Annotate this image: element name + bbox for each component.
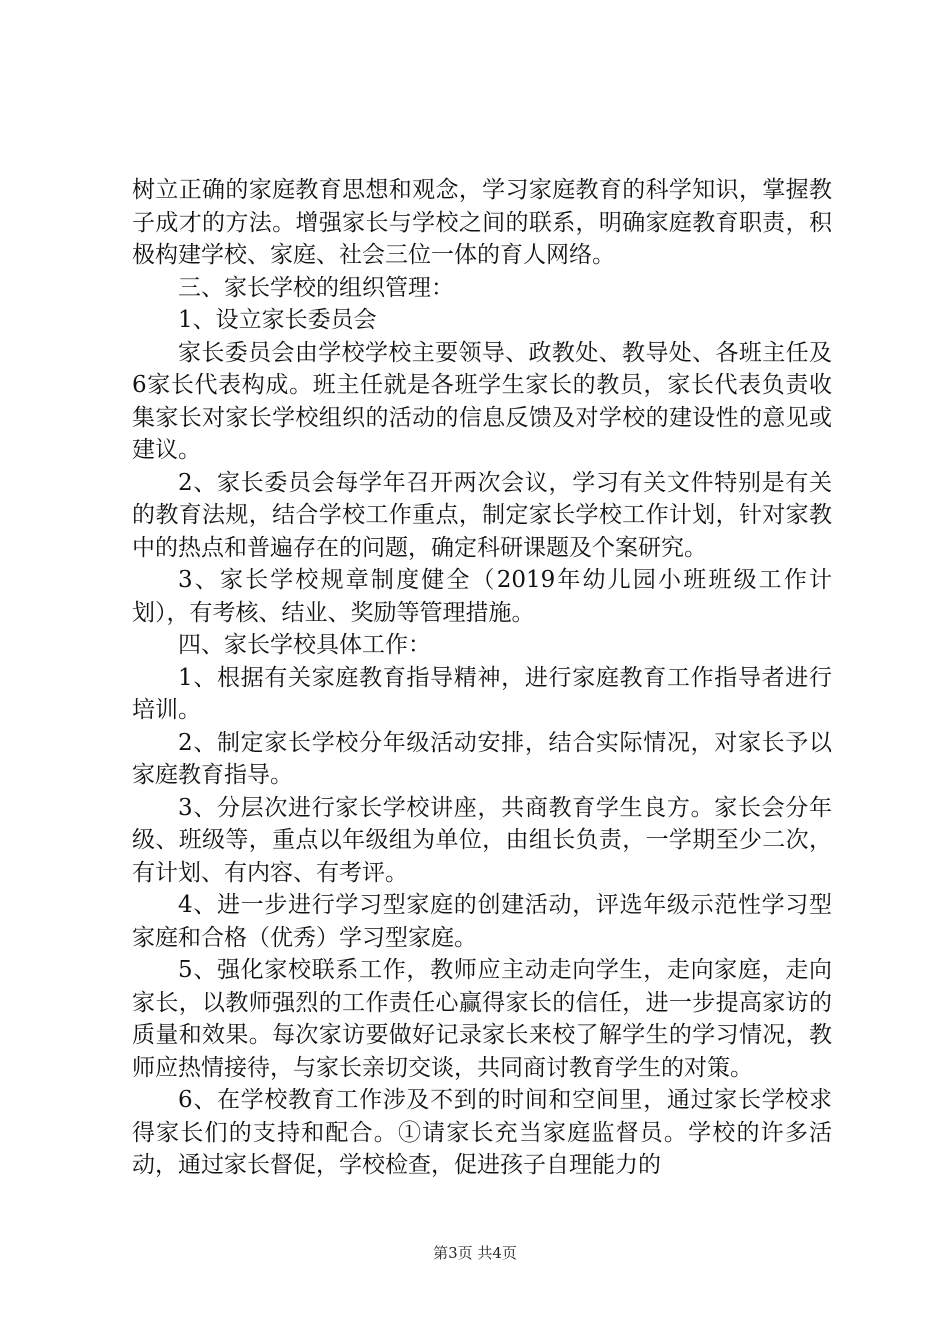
paragraph-meetings: 2、家长委员会每学年召开两次会议，学习有关文件特别是有关的教育法规，结合学校工作重点，制定家长学校工作计划，针对家教中的热点和普遍存在的问题，确定科研课题及个案研究。 [132,469,832,561]
section-heading-organization: 三、家长学校的组织管理： [178,274,454,301]
item-heading-committee: 1、设立家长委员会 [178,307,377,333]
section-heading-work: 四、家长学校具体工作： [178,632,431,658]
paragraph-work-5: 5、强化家校联系工作，教师应主动走向学生，走向家庭，走向家长，以教师强烈的工作责任心赢得家长的信任，进一步提高家访的质量和效果。每次家访要做好记录家长来校了解学生的学习情况，教师应热情接待，与家长亲切交谈，共同商讨教育学生的对策。 [132,957,832,1081]
paragraph-work-1: 1、根据有关家庭教育指导精神，进行家庭教育工作指导者进行培训。 [132,664,832,723]
document-body [132,174,832,1182]
paragraph-work-2: 2、制定家长学校分年级活动安排，结合实际情况，对家长予以家庭教育指导。 [132,729,832,788]
paragraph-work-4: 4、进一步进行学习型家庭的创建活动，评选年级示范性学习型家庭和合格（优秀）学习型家庭。 [132,892,832,951]
paragraph-work-3: 3、分层次进行家长学校讲座，共商教育学生良方。家长会分年级、班级等，重点以年级组为单位，由组长负责，一学期至少二次，有计划、有内容、有考评。 [132,794,832,886]
paragraph-rules: 3、家长学校规章制度健全（2019年幼儿园小班班级工作计划），有考核、结业、奖励等管理措施。 [132,567,832,626]
paragraph-1: 树立正确的家庭教育思想和观念，学习家庭教育的科学知识，掌握教子成才的方法。增强家长与学校之间的联系，明确家庭教育职责，积极构建学校、家庭、社会三位一体的育人网络。 [132,177,832,268]
page-number-footer: 第3页 共4页 [433,1244,517,1262]
paragraph-committee: 家长委员会由学校学校主要领导、政教处、教导处、各班主任及6家长代表构成。班主任就是各班学生家长的教员，家长代表负责收集家长对家长学校组织的活动的信息反馈及对学校的建设性的意见或建议。 [132,339,832,463]
paragraph-work-6: 6、在学校教育工作涉及不到的时间和空间里，通过家长学校求得家长们的支持和配合。①请家长充当家庭监督员。学校的许多活动，通过家长督促，学校检查，促进孩子自理能力的 [132,1087,832,1178]
